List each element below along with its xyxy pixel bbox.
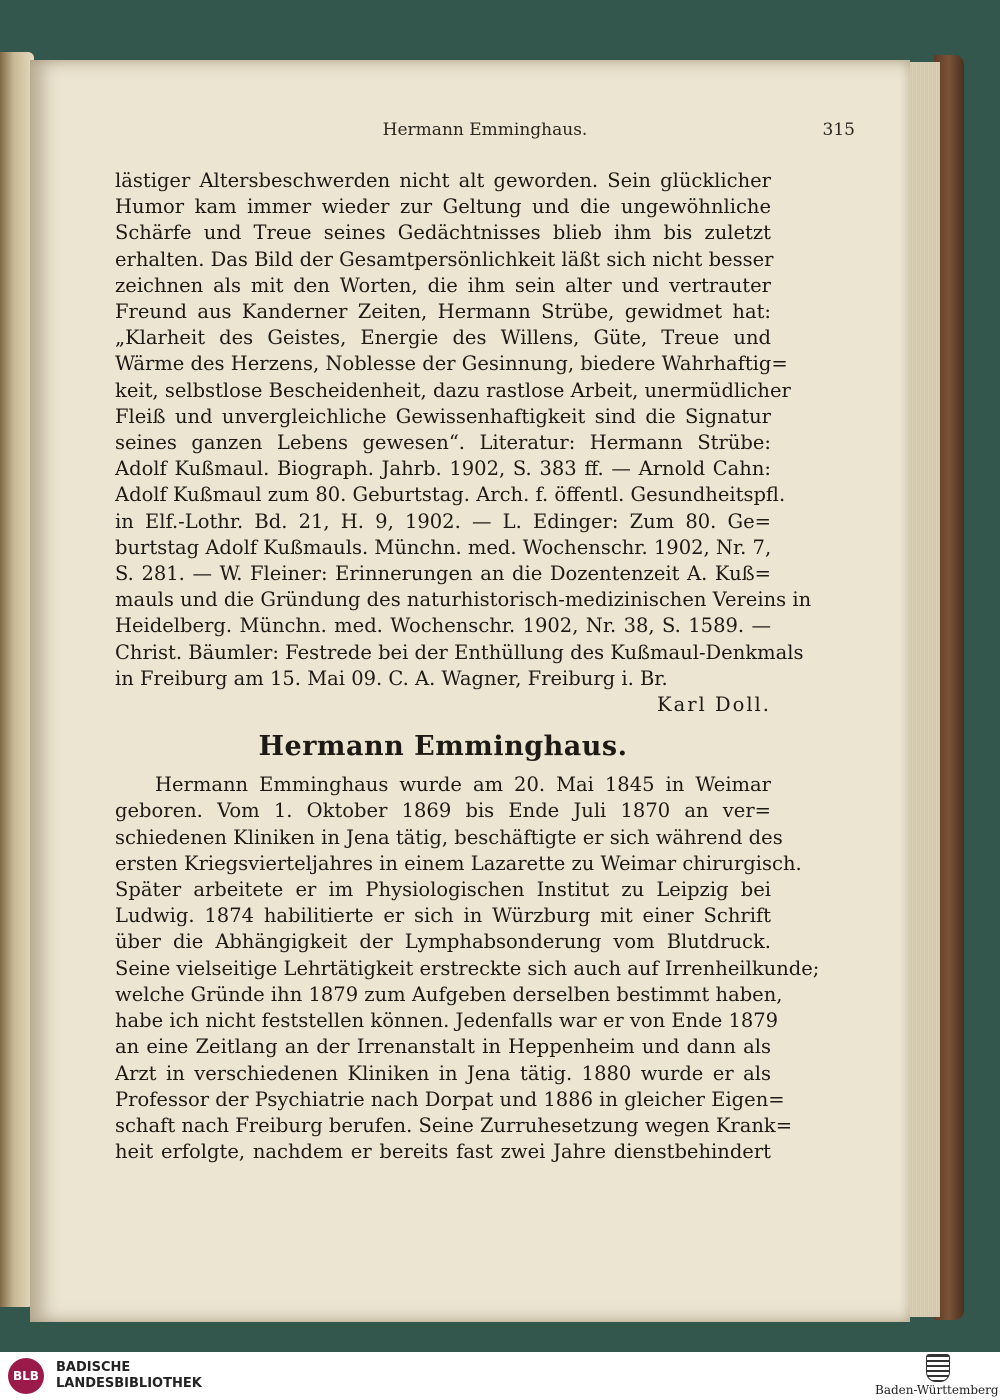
text-line: S. 281. — W. Fleiner: Erinnerungen an die Dozentenzeit A. Kuß= [115,562,771,586]
text-line: schiedenen Kliniken in Jena tätig, beschäftigte er sich während des [115,825,783,849]
text-line: Hermann Emminghaus wurde am 20. Mai 1845 in Weimar [155,773,771,797]
state-name: Baden-Württemberg [875,1383,999,1397]
text-line: Freund aus Kanderner Zeiten, Hermann Strübe, gewidmet hat: [115,300,771,324]
text-line: keit, selbstlose Bescheidenheit, dazu rastlose Arbeit, unermüdlicher [115,378,791,402]
text-line: erhalten. Das Bild der Gesamtpersönlichkeit läßt sich nicht besser [115,247,774,271]
library-name-line2: LANDESBIBLIOTHEK [56,1376,202,1391]
text-line: burtstag Adolf Kußmauls. Münchn. med. Wochenschr. 1902, Nr. 7, [115,535,772,559]
text-line: Wärme des Herzens, Noblesse der Gesinnung, biedere Wahrhaftig= [115,352,788,376]
blb-logo-icon: BLB [8,1358,44,1394]
running-title: Hermann Emminghaus. [382,120,588,140]
text-line: zeichnen als mit den Worten, die ihm sein alter und vertrauter [115,273,771,297]
text-line: Heidelberg. Münchn. med. Wochenschr. 1902, Nr. 38, S. 1589. — [115,614,771,638]
previous-article-author: Karl Doll. [657,693,771,717]
text-line: lästiger Altersbeschwerden nicht alt geworden. Sein glücklicher [115,169,771,192]
text-line: ersten Kriegsvierteljahres in einem Lazarette zu Weimar chirurgisch. [115,851,802,875]
text-line: in Elf.-Lothr. Bd. 21, H. 9, 1902. — L. Edinger: Zum 80. Ge= [115,509,771,533]
text-line: Adolf Kußmaul zum 80. Geburtstag. Arch. f. öffentl. Gesundheitspfl. [115,483,786,507]
text-line: über die Abhängigkeit der Lymphabsonderung vom Blutdruck. [115,930,771,954]
text-line: Christ. Bäumler: Festrede bei der Enthüllung des Kußmaul-Denkmals [115,640,804,664]
previous-article-text [115,168,812,692]
text-line: Professor der Psychiatrie nach Dorpat und 1886 in gleicher Eigen= [115,1087,785,1111]
article-heading: Hermann Emminghaus. [258,731,628,763]
page-text [115,168,820,1165]
text-line: Fleiß und unvergleichliche Gewissenhaftigkeit sind die Signatur [115,404,771,428]
text-line: Später arbeitete er im Physiologischen Institut zu Leipzig bei [115,878,771,902]
article-text [115,772,820,1165]
text-line: Seine vielseitige Lehrtätigkeit erstreckte sich auch auf Irrenheilkunde; [115,956,820,980]
text-line: in Freiburg am 15. Mai 09. C. A. Wagner, Freiburg i. Br. [115,666,668,690]
library-name-line1: BADISCHE [56,1360,131,1375]
text-line: Adolf Kußmaul. Biograph. Jahrb. 1902, S. 383 ff. — Arnold Cahn: [115,457,771,481]
text-line: seines ganzen Lebens gewesen“. Literatur: Hermann Strübe: [115,431,771,455]
book-page [30,60,910,1322]
text-line: Schärfe und Treue seines Gedächtnisses blieb ihm bis zuletzt [115,221,771,245]
text-line: an eine Zeitlang an der Irrenanstalt in Heppenheim und dann als [115,1035,771,1059]
text-line: welche Gründe ihn 1879 zum Aufgeben derselben bestimmt haben, [115,982,783,1006]
text-line: schaft nach Freiburg berufen. Seine Zurruhesetzung wegen Krank= [115,1113,793,1137]
text-line: Arzt in verschiedenen Kliniken in Jena tätig. 1880 wurde er als [115,1061,771,1085]
facing-page-edge [0,52,34,1307]
text-line: heit erfolgte, nachdem er bereits fast zwei Jahre dienstbehindert [115,1140,771,1164]
baden-wuerttemberg-crest-icon [926,1354,950,1382]
text-line: „Klarheit des Geistes, Energie des Willens, Güte, Treue und [115,326,771,350]
text-line: geboren. Vom 1. Oktober 1869 bis Ende Juli 1870 an ver= [115,799,771,823]
footer-bar [0,1352,1000,1400]
text-line: Ludwig. 1874 habilitierte er sich in Würzburg mit einer Schrift [115,904,771,928]
library-name [56,1360,202,1392]
page-number: 315 [822,120,855,140]
text-line: habe ich nicht feststellen können. Jedenfalls war er von Ende 1879 [115,1009,779,1033]
text-line: Humor kam immer wieder zur Geltung und die ungewöhnliche [115,195,771,219]
text-line: mauls und die Gründung des naturhistorisch-medizinischen Vereins in [115,588,812,612]
